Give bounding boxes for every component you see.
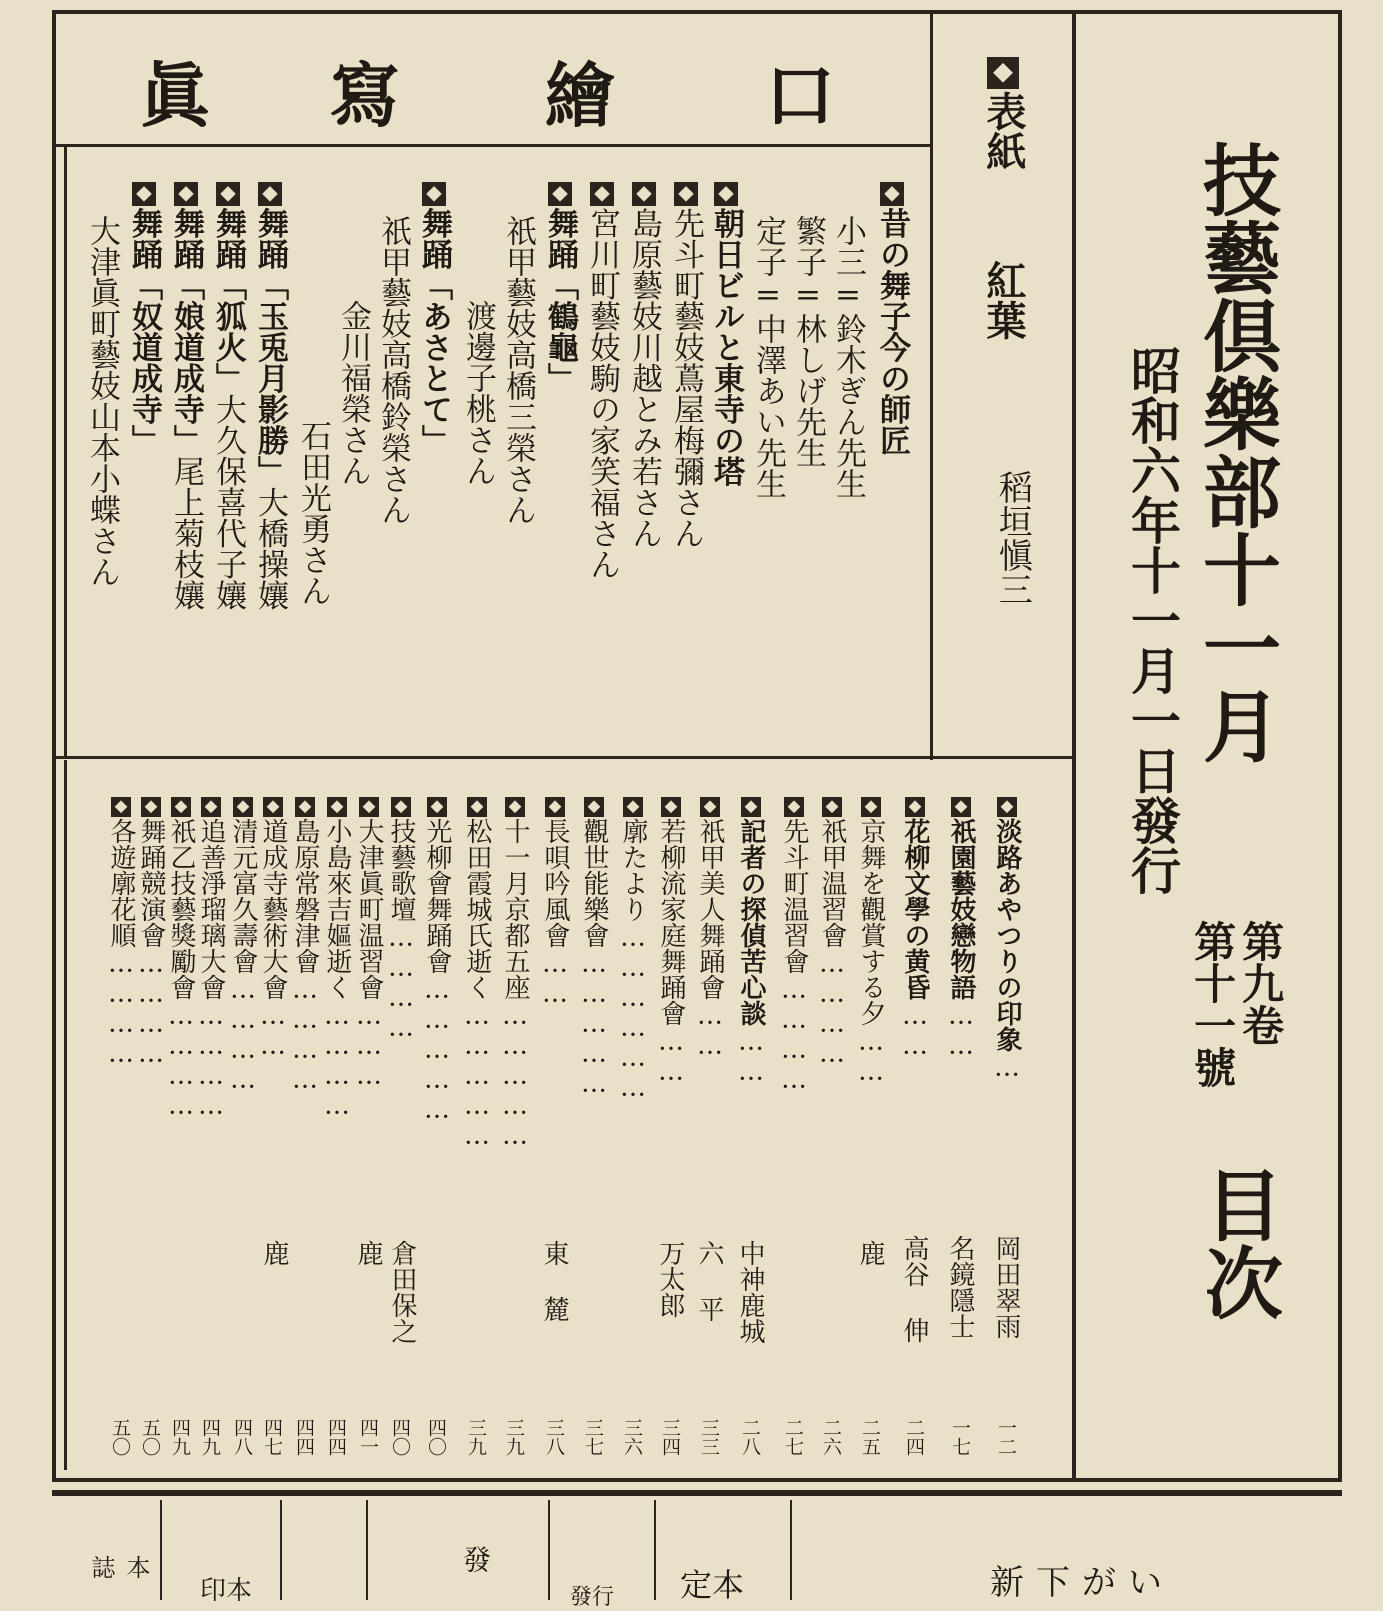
diamond-bullet-icon <box>216 182 240 206</box>
diamond-bullet-icon <box>111 797 131 817</box>
toc-entry <box>420 795 450 1124</box>
toc-title: 祇乙技藝獎勵會 <box>166 818 196 1001</box>
toc-page: 四〇 <box>389 1418 411 1456</box>
toc-entry <box>134 795 164 1068</box>
leader-dots: …………… <box>422 974 452 1125</box>
toc-entry <box>498 795 528 1150</box>
toc-entry <box>460 795 490 1150</box>
diamond-bullet-icon <box>861 797 881 817</box>
footer-cell-divider <box>790 1500 792 1600</box>
toc-title: 淡路あやつりの印象 <box>992 818 1022 1053</box>
diamond-bullet-icon <box>951 797 971 817</box>
toc-title: 記者の探偵苦心談 <box>736 818 766 1027</box>
toc-page: 二五 <box>859 1418 881 1456</box>
toc-page: 四四 <box>293 1418 315 1456</box>
footer-cell: 發行 <box>570 1585 615 1610</box>
leader-dots: …… <box>900 1000 930 1061</box>
leader-dots: ……… <box>354 1000 384 1091</box>
list-item <box>872 180 908 456</box>
toc-title: 觀世能樂會 <box>579 818 609 949</box>
toc-title: 若柳流家庭舞踊會 <box>656 818 686 1027</box>
toc-page: 一七 <box>949 1418 971 1456</box>
leader-dots: …… <box>656 1026 686 1087</box>
toc-page: 三四 <box>659 1418 681 1456</box>
toc-author: 中神鹿城 <box>735 1240 765 1344</box>
leader-dots: ………… <box>386 922 416 1043</box>
toc-author: 鹿 <box>855 1240 885 1266</box>
header-char-3: 寫 <box>330 54 400 137</box>
footer-cell-divider <box>548 1500 550 1600</box>
leader-dots: ………… <box>779 974 809 1095</box>
toc-title: 追善淨瑠璃大會 <box>196 818 226 1001</box>
photo-credit: 祇甲藝妓高橋三榮さん <box>500 215 536 525</box>
diamond-bullet-icon <box>674 182 698 206</box>
toc-page: 二四 <box>903 1418 925 1456</box>
diamond-bullet-icon <box>391 797 411 817</box>
leader-dots: ………… <box>196 1000 226 1121</box>
publish-date: 昭和六年十一月一日發行 <box>1123 345 1182 895</box>
photo-title: 大津眞町藝妓山本小蝶さん <box>84 215 120 587</box>
toc-entry <box>734 795 764 1086</box>
toc-page: 二八 <box>739 1418 761 1456</box>
toc-title: 松田霞城氏逝く <box>462 818 492 1001</box>
diamond-bullet-icon <box>632 182 656 206</box>
photo-title: 島原藝妓川越とみ若さん <box>626 207 662 549</box>
frame-right <box>1338 10 1342 1480</box>
diamond-bullet-icon <box>822 797 842 817</box>
diamond-bullet-icon <box>327 797 347 817</box>
diamond-bullet-icon <box>661 797 681 817</box>
diamond-bullet-icon <box>700 797 720 817</box>
diamond-bullet-icon <box>623 797 643 817</box>
diamond-bullet-icon <box>141 797 161 817</box>
toc-title: 祇甲温習會 <box>817 818 847 949</box>
leader-dots: ………… <box>322 1000 352 1121</box>
toc-title: 祇園藝妓戀物語 <box>946 818 976 1001</box>
toc-title: 道成寺藝術大會 <box>258 818 288 1001</box>
leader-dots: ………… <box>817 948 847 1069</box>
diamond-bullet-icon <box>258 182 282 206</box>
list-item <box>414 180 450 456</box>
leader-dots: ………… <box>136 948 166 1069</box>
diamond-bullet-icon <box>548 182 572 206</box>
volume-top: 第九卷 <box>1236 920 1286 1046</box>
toc-entry <box>164 795 194 1120</box>
footer-cell: 定本 <box>680 1566 745 1604</box>
photo-title: 舞踊「鶴龜」 <box>542 207 578 394</box>
footer-cell-divider <box>160 1500 162 1600</box>
leader-dots: ………… <box>106 948 136 1069</box>
toc-page: 四一 <box>357 1418 379 1456</box>
photo-title: 舞踊「あさとて」 <box>416 207 452 456</box>
toc-page: 四七 <box>261 1418 283 1456</box>
toc-page: 五〇 <box>109 1418 131 1456</box>
photo-credit: 定子=中澤あい先生 <box>750 215 786 499</box>
toc-entry <box>777 795 807 1094</box>
header-underline <box>52 144 932 147</box>
toc-title: 祇甲美人舞踊會 <box>695 818 725 1001</box>
toc-title: 技藝歌壇 <box>386 818 416 923</box>
toc-author: 東 麓 <box>539 1240 569 1322</box>
diamond-bullet-icon <box>295 797 315 817</box>
toc-page: 三三 <box>698 1418 720 1456</box>
toc-entry <box>616 795 646 1102</box>
photo-credit: 尾上菊枝孃 <box>168 455 204 611</box>
toc-page: 五〇 <box>139 1418 161 1456</box>
leader-dots: …… <box>695 1000 725 1061</box>
toc-page: 二七 <box>782 1418 804 1456</box>
footer-cell: 新下がい <box>990 1563 1174 1603</box>
toc-title: 小島來吉嫗逝く <box>322 818 352 1001</box>
diamond-bullet-icon <box>590 182 614 206</box>
diamond-bullet-icon <box>905 797 925 817</box>
toc-author: 名鏡隱士 <box>945 1235 975 1339</box>
toc-entry <box>693 795 723 1060</box>
leader-dots: … <box>992 1052 1022 1083</box>
photo-title: 舞踊「娘道成寺」 <box>168 207 204 456</box>
toc-page: 二六 <box>820 1418 842 1456</box>
diamond-bullet-icon <box>584 797 604 817</box>
diamond-bullet-icon <box>784 797 804 817</box>
toc-author: 倉田保之 <box>387 1240 417 1344</box>
list-item <box>208 180 244 611</box>
diamond-bullet-icon <box>422 182 446 206</box>
toc-author: 万太郎 <box>655 1240 685 1318</box>
toc-title: 先斗町温習會 <box>779 818 809 975</box>
diamond-bullet-icon <box>741 797 761 817</box>
list-item <box>540 180 576 394</box>
diamond-bullet-icon <box>987 57 1018 88</box>
diamond-bullet-icon <box>427 797 447 817</box>
diamond-bullet-icon <box>132 182 156 206</box>
toc-title: 十一月京都五座 <box>500 818 530 1001</box>
list-item <box>250 180 286 611</box>
diamond-bullet-icon <box>201 797 221 817</box>
toc-entry <box>815 795 845 1068</box>
diamond-bullet-icon <box>880 182 904 206</box>
diamond-bullet-icon <box>263 797 283 817</box>
toc-entry <box>898 795 928 1060</box>
toc-title: 長唄吟風會 <box>540 818 570 949</box>
diamond-bullet-icon <box>171 797 191 817</box>
diamond-bullet-icon <box>233 797 253 817</box>
list-item <box>666 180 702 549</box>
footer-cell: 本誌 <box>87 1555 150 1579</box>
photo-credit: 金川福榮さん <box>335 300 371 486</box>
header-char-1: 口 <box>765 54 835 137</box>
toc-author: 高谷 伸 <box>899 1235 929 1343</box>
toc-author: 岡田翠雨 <box>991 1235 1021 1339</box>
magazine-title: 技藝倶樂部十一月 <box>1190 140 1281 764</box>
toc-entry <box>320 795 350 1120</box>
toc-entry <box>990 795 1020 1082</box>
photo-title: 舞踊「狐火」 <box>210 207 246 394</box>
toc-page: 三九 <box>503 1418 525 1456</box>
toc-page: 四九 <box>169 1418 191 1456</box>
photos-box-bottom <box>52 756 1074 759</box>
toc-box-left <box>64 760 67 1470</box>
toc-page: 三九 <box>465 1418 487 1456</box>
diamond-bullet-icon <box>467 797 487 817</box>
photo-title: 宮川町藝妓駒の家笑福さん <box>584 207 620 580</box>
toc-entry <box>352 795 382 1090</box>
leader-dots: …………… <box>579 948 609 1099</box>
cover-label-line <box>980 55 1027 171</box>
diamond-bullet-icon <box>997 797 1017 817</box>
photo-credit: 石田光勇さん <box>295 420 331 606</box>
footer-border <box>52 1490 1342 1496</box>
toc-page: 四九 <box>199 1418 221 1456</box>
frame-left <box>52 10 56 1480</box>
leader-dots: …… <box>736 1026 766 1087</box>
list-item <box>82 215 118 587</box>
leader-dots: …………… <box>500 1000 530 1151</box>
toc-entry <box>226 795 256 1094</box>
toc-title: 清元富久壽會 <box>228 818 258 975</box>
diamond-bullet-icon <box>174 182 198 206</box>
footer-cell-divider <box>654 1500 656 1600</box>
list-item <box>166 180 202 611</box>
list-item <box>706 180 742 487</box>
toc-author: 鹿 <box>353 1240 383 1266</box>
toc-entry <box>654 795 684 1086</box>
photo-title: 昔の舞子今の師匠 <box>874 207 910 456</box>
diamond-bullet-icon <box>359 797 379 817</box>
leader-dots: ………… <box>290 974 320 1095</box>
photo-credit: 大久保喜代子孃 <box>210 393 246 611</box>
toc-entry <box>194 795 224 1120</box>
toc-entry <box>854 795 884 1086</box>
photos-box-left <box>64 146 67 756</box>
photo-title: 舞踊「奴道成寺」 <box>126 207 162 456</box>
toc-entry <box>104 795 134 1068</box>
toc-title: 各遊廓花順 <box>106 818 136 949</box>
header-char-2: 繪 <box>545 54 615 137</box>
toc-page: 三七 <box>582 1418 604 1456</box>
toc-entry <box>944 795 974 1060</box>
toc-page: 四〇 <box>425 1418 447 1456</box>
toc-entry <box>256 795 286 1060</box>
toc-title: 花柳文學の黄昏 <box>900 818 930 1001</box>
footer-cell: 印本 <box>200 1576 253 1606</box>
toc-title: 光柳會舞踊會 <box>422 818 452 975</box>
toc-page: 三六 <box>621 1418 643 1456</box>
leader-dots: …… <box>258 1000 288 1061</box>
leader-dots: …… <box>856 1026 886 1087</box>
cover-title: 紅葉 <box>980 260 1027 340</box>
photo-credit: 渡邊子桃さん <box>460 300 496 486</box>
photo-credit: 祇甲藝妓高橋鈴榮さん <box>375 215 411 525</box>
titleblock-divider <box>1072 10 1076 1480</box>
toc-title: 京舞を觀賞する夕 <box>856 818 886 1027</box>
frame-top <box>52 10 1342 14</box>
leader-dots: …… <box>540 948 570 1009</box>
photo-credit: 大橋操孃 <box>252 486 288 611</box>
toc-page: 四四 <box>325 1418 347 1456</box>
leader-dots: ……………… <box>618 922 648 1103</box>
photo-credit: 小三=鈴木ぎん先生 <box>830 215 866 499</box>
toc-title: 廓たより <box>618 818 648 923</box>
photo-title: 朝日ビルと東寺の塔 <box>708 207 744 487</box>
cover-label: 表紙 <box>980 90 1027 171</box>
photo-title: 舞踊「玉兎月影勝」 <box>252 207 288 487</box>
footer-cell-divider <box>280 1500 282 1600</box>
volume-bottom: 第十一號 <box>1188 920 1238 1088</box>
photo-credit: 繁子=林しげ先生 <box>790 215 826 468</box>
toc-title: 大津眞町温習會 <box>354 818 384 1001</box>
leader-dots: ………… <box>166 1000 196 1121</box>
leader-dots: ………… <box>228 974 258 1095</box>
toc-page: 四八 <box>231 1418 253 1456</box>
diamond-bullet-icon <box>545 797 565 817</box>
footer-cell-divider <box>366 1500 368 1600</box>
header-char-4: 眞 <box>140 54 210 137</box>
toc-entry <box>538 795 568 1008</box>
list-item <box>582 180 618 580</box>
leader-dots: …… <box>946 1000 976 1061</box>
toc-title: 舞踊競演會 <box>136 818 166 949</box>
toc-page: 三八 <box>543 1418 565 1456</box>
toc-label: 目次 <box>1191 1165 1283 1321</box>
cover-divider <box>930 10 933 760</box>
cover-artist: 稻垣愼三 <box>992 470 1033 606</box>
photo-title: 先斗町藝妓蔦屋梅彌さん <box>668 207 704 549</box>
footer-rule <box>52 1478 1342 1482</box>
list-item <box>624 180 660 549</box>
toc-entry <box>577 795 607 1098</box>
toc-author: 鹿 <box>259 1240 289 1266</box>
list-item <box>124 180 160 456</box>
toc-entry <box>288 795 318 1094</box>
toc-entry <box>384 795 414 1042</box>
leader-dots: …………… <box>462 1000 492 1151</box>
toc-author: 六 平 <box>694 1240 724 1322</box>
toc-title: 島原常磐津會 <box>290 818 320 975</box>
footer-cell: 發 <box>459 1545 492 1573</box>
toc-page: 一二 <box>995 1418 1017 1456</box>
diamond-bullet-icon <box>714 182 738 206</box>
diamond-bullet-icon <box>505 797 525 817</box>
